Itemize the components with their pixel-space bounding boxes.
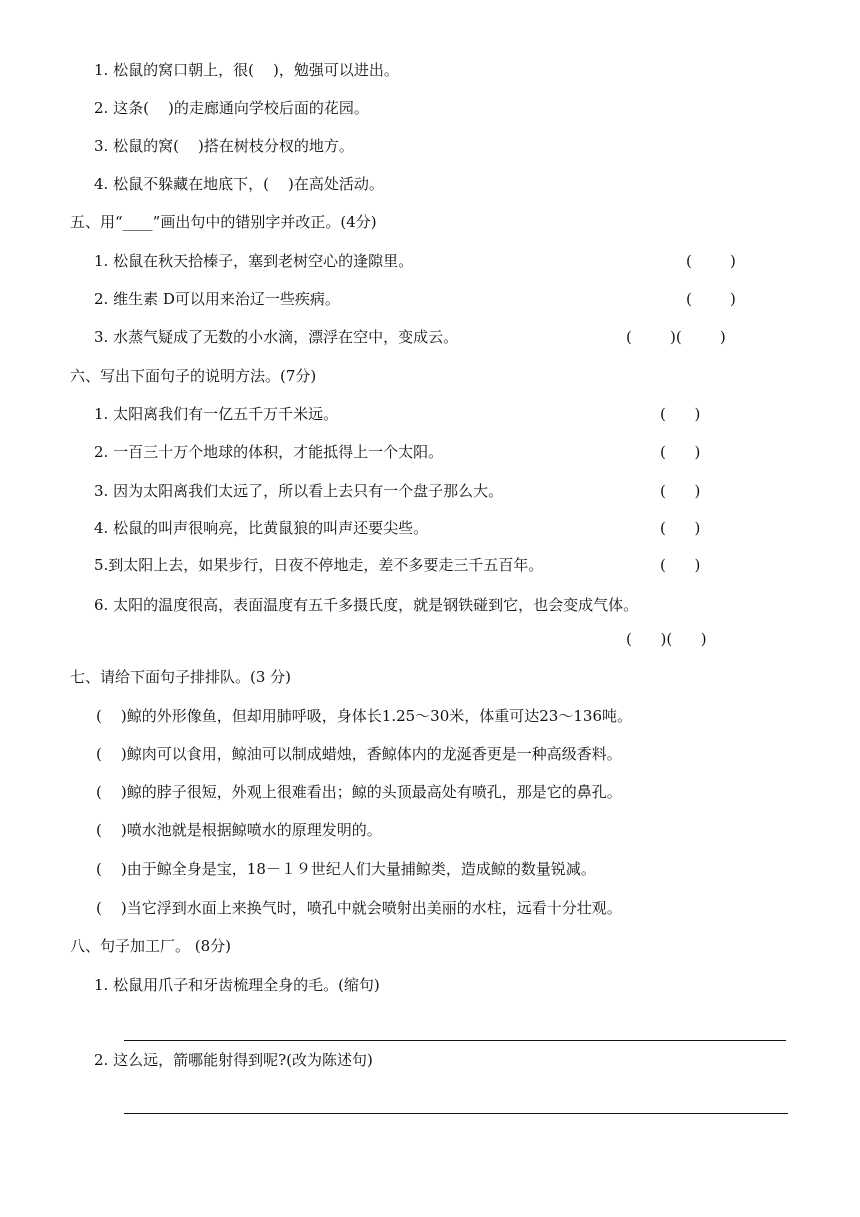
answer-line-2 — [124, 1113, 788, 1114]
section-5-answer-1: ( ) — [686, 252, 736, 270]
section-6-item-4: 4. 松鼠的叫声很响亮，比黄鼠狼的叫声还要尖些。 — [94, 519, 429, 537]
section-7-item-1: ( )鲸的外形像鱼，但却用肺呼吸，身体长1.25～30米，体重可达23～136吨。 — [96, 707, 632, 725]
section-7-item-2: ( )鲸肉可以食用，鲸油可以制成蜡烛，香鲸体内的龙涎香更是一种高级香料。 — [96, 745, 622, 763]
section-5-heading: 五、用“____”画出句中的错别字并改正。(4分) — [70, 213, 377, 231]
section-6-item-6: 6. 太阳的温度很高，表面温度有五千多摄氏度，就是钢铁碰到它，也会变成气体。 — [94, 596, 639, 614]
section-5-answer-2: ( ) — [686, 290, 736, 308]
q4-item-4: 4. 松鼠不躲藏在地底下，( )在高处活动。 — [94, 175, 384, 193]
section-6-answer-5: ( ) — [660, 556, 701, 574]
answer-line-1 — [124, 1040, 786, 1041]
section-8-heading: 八、句子加工厂。 (8分) — [70, 937, 232, 955]
section-7-item-5: ( )由于鲸全身是宝，18－１９世纪人们大量捕鲸类，造成鲸的数量锐减。 — [96, 860, 596, 878]
section-5-item-3: 3. 水蒸气疑成了无数的小水滴，漂浮在空中，变成云。 — [94, 328, 459, 346]
section-6-item-2: 2. 一百三十万个地球的体积，才能抵得上一个太阳。 — [94, 443, 444, 461]
section-5-item-1: 1. 松鼠在秋天拾榛子，塞到老树空心的逢隙里。 — [94, 252, 414, 270]
section-6-item-5: 5.到太阳上去，如果步行，日夜不停地走，差不多要走三千五百年。 — [94, 556, 544, 574]
section-6-answer-4: ( ) — [660, 519, 701, 537]
q4-item-1: 1. 松鼠的窝口朝上，很( )，勉强可以进出。 — [94, 61, 399, 79]
q4-item-2: 2. 这条( )的走廊通向学校后面的花园。 — [94, 99, 369, 117]
section-8-item-1: 1. 松鼠用爪子和牙齿梳理全身的毛。(缩句) — [94, 976, 380, 994]
section-7-item-6: ( )当它浮到水面上来换气时，喷孔中就会喷射出美丽的水柱，远看十分壮观。 — [96, 899, 622, 917]
section-7-item-3: ( )鲸的脖子很短，外观上很难看出；鲸的头顶最高处有喷孔，那是它的鼻孔。 — [96, 783, 622, 801]
section-6-answer-2: ( ) — [660, 443, 701, 461]
section-6-item-1: 1. 太阳离我们有一亿五千万千米远。 — [94, 405, 339, 423]
section-6-item-3: 3. 因为太阳离我们太远了，所以看上去只有一个盘子那么大。 — [94, 482, 504, 500]
section-6-answer-6: ( )( ) — [626, 630, 707, 648]
section-5-answer-3: ( )( ) — [626, 328, 726, 346]
section-7-item-4: ( )喷水池就是根据鲸喷水的原理发明的。 — [96, 821, 382, 839]
q4-item-3: 3. 松鼠的窝( )搭在树枝分杈的地方。 — [94, 137, 354, 155]
section-6-answer-3: ( ) — [660, 482, 701, 500]
section-6-heading: 六、写出下面句子的说明方法。(7分) — [70, 367, 317, 385]
section-7-heading: 七、请给下面句子排排队。(3 分) — [70, 668, 292, 686]
section-5-item-2: 2. 维生素 D可以用来治辽一些疾病。 — [94, 290, 340, 308]
section-6-answer-1: ( ) — [660, 405, 701, 423]
section-8-item-2: 2. 这么远，箭哪能射得到呢?(改为陈述句) — [94, 1051, 373, 1069]
